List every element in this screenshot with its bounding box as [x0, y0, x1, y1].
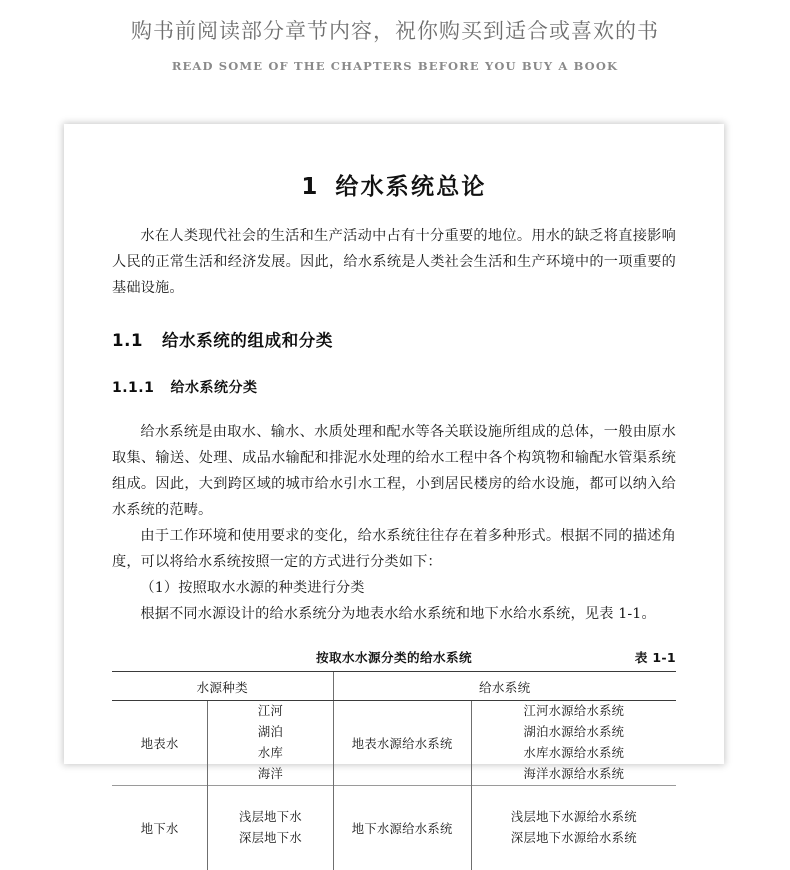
- page-title: [112, 168, 676, 201]
- composition-paragraph-block: [112, 419, 676, 627]
- cell-system-items-surface: [471, 701, 676, 786]
- banner-subtitle: READ SOME OF THE CHAPTERS BEFORE YOU BUY A BOOK: [0, 59, 790, 73]
- table-header-source-type: 水源种类: [112, 672, 333, 701]
- table-row: [112, 701, 676, 786]
- table-caption-row: [112, 647, 676, 667]
- table-header: [112, 672, 676, 701]
- section-heading-1-1: [112, 327, 676, 351]
- table-body: [112, 701, 676, 870]
- chapter-number: 1: [301, 174, 317, 200]
- list-item: 江河水源给水系统: [472, 701, 676, 722]
- list-item: 江河: [208, 701, 332, 722]
- table-header-row: [112, 672, 676, 701]
- list-item: 湖泊: [208, 722, 332, 743]
- section-title-1-1: 给水系统的组成和分类: [162, 331, 333, 350]
- list-item: 浅层地下水: [208, 807, 332, 828]
- paragraph-classification: 由于工作环境和使用要求的变化，给水系统往往存在着多种形式。根据不同的描述角度，可以将给水系统按照一定的方式进行分类如下：: [112, 523, 676, 575]
- page-content: [64, 168, 724, 870]
- list-item: 浅层地下水源给水系统: [472, 807, 676, 828]
- table-number: 表 1-1: [635, 647, 676, 666]
- list-item: 水库水源给水系统: [472, 743, 676, 764]
- subsection-title-1-1-1: 给水系统分类: [170, 380, 257, 396]
- list-item: 海洋水源给水系统: [472, 764, 676, 785]
- cell-system-group-ground: 地下水源给水系统: [333, 786, 471, 870]
- cell-source-items-surface: [208, 701, 333, 786]
- list-item: 深层地下水源给水系统: [472, 828, 676, 849]
- cell-source-type-surface: 地表水: [112, 701, 208, 786]
- subsection-number-1-1-1: 1.1.1: [112, 380, 154, 396]
- document-page: [64, 124, 724, 764]
- table-row: [112, 786, 676, 870]
- section-number-1-1: 1.1: [112, 331, 143, 350]
- list-item: 湖泊水源给水系统: [472, 722, 676, 743]
- subsection-heading-1-1-1: [112, 377, 676, 397]
- table-caption: 按取水水源分类的给水系统: [112, 647, 676, 666]
- intro-paragraph-block: [112, 223, 676, 301]
- list-item: 水库: [208, 743, 332, 764]
- chapter-title-text: 给水系统总论: [335, 174, 486, 200]
- cell-source-type-ground: 地下水: [112, 786, 208, 870]
- cell-system-group-surface: 地表水源给水系统: [333, 701, 471, 786]
- classification-table: [112, 671, 676, 870]
- list-item-1-text: 根据不同水源设计的给水系统分为地表水给水系统和地下水给水系统，见表 1-1。: [112, 601, 676, 627]
- cell-source-items-ground: [208, 786, 333, 870]
- paragraph-composition: 给水系统是由取水、输水、水质处理和配水等各关联设施所组成的总体，一般由原水取集、输送、处理、成品水输配和排泥水处理的给水工程中各个构筑物和输配水管渠系统组成。因此，大到跨区域的城市给水引水工程，小到居民楼房的给水设施，都可以纳入给水系统的范畴。: [112, 419, 676, 523]
- list-item: 深层地下水: [208, 828, 332, 849]
- list-item: 海洋: [208, 764, 332, 785]
- table-header-water-system: 给水系统: [333, 672, 676, 701]
- promo-banner: [0, 0, 790, 108]
- banner-title: 购书前阅读部分章节内容，祝你购买到适合或喜欢的书: [0, 14, 790, 48]
- paragraph-intro: 水在人类现代社会的生活和生产活动中占有十分重要的地位。用水的缺乏将直接影响人民的正常生活和经济发展。因此，给水系统是人类社会生活和生产环境中的一项重要的基础设施。: [112, 223, 676, 301]
- table-1-1-wrapper: [112, 647, 676, 870]
- list-item-1-label: （1）按照取水水源的种类进行分类: [112, 575, 676, 601]
- cell-system-items-ground: [471, 786, 676, 870]
